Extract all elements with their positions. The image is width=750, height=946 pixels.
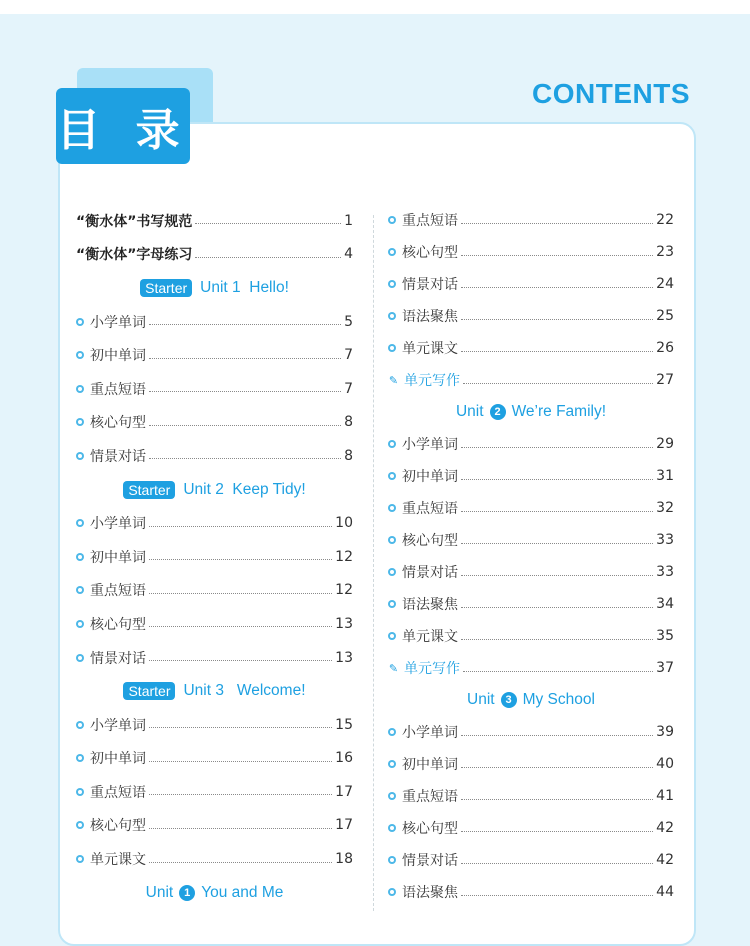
entry-label: 核心句型 [402,821,458,837]
dot-leader [461,543,653,544]
page-number: 26 [656,340,674,356]
unit-title: Unit 2 Keep Tidy! [183,480,306,498]
toc-entry[interactable] [76,338,353,372]
dot-leader [461,479,653,480]
page-number: 8 [344,414,353,431]
toc-entry[interactable] [388,812,674,844]
page-number: 25 [656,308,674,324]
unit-heading[interactable] [76,271,353,305]
entry-label: 核心句型 [90,616,146,633]
dot-leader [149,828,332,829]
toc-entry[interactable] [76,809,353,843]
entry-label: 重点短语 [402,501,458,517]
entry-label: 重点短语 [90,583,146,600]
dot-leader [461,287,653,288]
toc-entry[interactable] [388,844,674,876]
page-number: 1 [344,212,353,229]
page-number: 40 [656,756,674,772]
dot-leader [461,639,653,640]
starter-badge: Starter [140,279,192,297]
bullet-icon [76,788,84,796]
bullet-icon [76,385,84,393]
toc-entry[interactable] [76,842,353,876]
dot-leader [149,593,332,594]
bullet-icon [388,856,396,864]
dot-leader [149,794,332,795]
dot-leader [149,324,341,325]
dot-leader [149,526,332,527]
page-number: 44 [656,884,674,900]
unit-number-icon: 3 [501,692,517,708]
bullet-icon [76,654,84,662]
entry-label: 重点短语 [90,381,146,398]
entry-label: 小学单词 [90,717,146,734]
page-number: 13 [335,649,353,666]
bullet-icon [388,440,396,448]
toc-right-column [388,204,674,908]
bullet-icon [76,418,84,426]
dot-leader [149,425,341,426]
page-number: 41 [656,788,674,804]
unit-prefix: Unit [145,883,174,901]
dot-leader [461,767,653,768]
toc-entry[interactable] [76,775,353,809]
bullet-icon [76,754,84,762]
bullet-icon [76,318,84,326]
toc-entry[interactable] [388,268,674,300]
page-number: 32 [656,500,674,516]
entry-label: 初中单词 [90,751,146,768]
entry-label: 情景对话 [402,277,458,293]
dot-leader [461,735,653,736]
dot-leader [149,761,332,762]
entry-label: 语法聚焦 [402,597,458,613]
bullet-icon [388,216,396,224]
dot-leader [461,447,653,448]
starter-badge: Starter [123,682,175,700]
dot-leader [149,727,332,728]
dot-leader [463,383,653,384]
dot-leader [149,626,332,627]
entry-label: 情景对话 [90,448,146,465]
entry-label: 情景对话 [90,650,146,667]
dot-leader [461,895,653,896]
page-number: 35 [656,628,674,644]
entry-label: 语法聚焦 [402,885,458,901]
toc-entry[interactable] [388,780,674,812]
dot-leader [461,223,653,224]
dot-leader [461,319,653,320]
bullet-icon [76,620,84,628]
toc-entry[interactable] [76,506,353,540]
entry-label: 初中单词 [90,549,146,566]
bullet-icon [76,351,84,359]
dot-leader [461,863,653,864]
dot-leader [461,351,653,352]
dot-leader [461,575,653,576]
bullet-icon [76,721,84,729]
dot-leader [461,831,653,832]
entry-label: 单元课文 [402,629,458,645]
page-title: 目 录 [56,88,190,164]
unit-heading[interactable] [76,876,353,910]
toc-entry[interactable] [76,540,353,574]
page-number: 15 [335,716,353,733]
dot-leader [149,391,341,392]
dot-leader [149,458,341,459]
dot-leader [461,511,653,512]
toc-entry[interactable] [388,204,674,236]
bullet-icon [388,312,396,320]
toc-intro-entry[interactable] [76,204,353,238]
dot-leader [149,660,332,661]
toc-intro-entry[interactable] [76,238,353,272]
page-number: 18 [335,851,353,868]
toc-entry[interactable] [76,574,353,608]
pencil-icon: ✎ [388,661,399,675]
unit-title: Unit 3 Welcome! [183,682,306,700]
entry-label: “衡水体”书写规范 [76,213,193,230]
page-number: 16 [335,750,353,767]
dot-leader [461,255,653,256]
toc-entry[interactable] [76,708,353,742]
bullet-icon [388,728,396,736]
toc-entry[interactable] [76,439,353,473]
toc-entry[interactable] [388,876,674,908]
dot-leader [149,358,341,359]
dot-leader [463,671,653,672]
toc-entry[interactable] [388,460,674,492]
page-number: 12 [335,582,353,599]
entry-label: 情景对话 [402,853,458,869]
page-number: 31 [656,468,674,484]
page-number: 17 [335,817,353,834]
toc-entry[interactable] [76,406,353,440]
bullet-icon [76,855,84,863]
entry-label: “衡水体”字母练习 [76,247,193,264]
toc-entry[interactable] [388,524,674,556]
page-number: 7 [344,380,353,397]
toc-entry[interactable] [388,492,674,524]
column-divider [373,215,374,911]
entry-label: 核心句型 [90,415,146,432]
page-number: 33 [656,532,674,548]
toc-entry[interactable] [388,716,674,748]
unit-prefix: Unit [467,691,495,708]
bullet-icon [388,280,396,288]
unit-title: Unit 1 Hello! [200,278,289,296]
page-number: 8 [344,447,353,464]
page-number: 24 [656,276,674,292]
entry-label: 核心句型 [402,533,458,549]
page-number: 33 [656,564,674,580]
bullet-icon [388,568,396,576]
toc-entry[interactable] [388,332,674,364]
page-number: 42 [656,852,674,868]
top-strip [0,0,750,14]
entry-label: 初中单词 [90,348,146,365]
entry-label: 重点短语 [90,784,146,801]
bullet-icon [388,632,396,640]
bullet-icon [76,553,84,561]
toc-entry[interactable] [388,652,674,684]
page-number: 37 [656,660,674,676]
dot-leader [195,257,341,258]
bullet-icon [388,792,396,800]
page-number: 4 [344,246,353,263]
contents-heading: CONTENTS [532,78,690,109]
pencil-icon: ✎ [388,373,399,387]
toc-entry[interactable] [388,428,674,460]
entry-label: 单元写作 [404,661,460,677]
entry-label: 语法聚焦 [402,309,458,325]
dot-leader [149,559,332,560]
page-number: 12 [335,548,353,565]
page-number: 23 [656,244,674,260]
toc-entry[interactable] [388,300,674,332]
page-number: 17 [335,783,353,800]
bullet-icon [388,504,396,512]
page-number: 13 [335,615,353,632]
page-number: 10 [335,515,353,532]
entry-label: 情景对话 [402,565,458,581]
entry-label: 单元课文 [402,341,458,357]
bullet-icon [76,452,84,460]
page-number: 29 [656,436,674,452]
unit-title: We’re Family! [511,403,607,420]
dot-leader [461,607,653,608]
entry-label: 单元写作 [404,373,460,389]
page-number: 34 [656,596,674,612]
entry-label: 重点短语 [402,789,458,805]
toc-entry[interactable] [76,607,353,641]
toc-entry[interactable] [76,742,353,776]
toc-entry[interactable] [388,588,674,620]
bullet-icon [388,888,396,896]
entry-label: 核心句型 [90,818,146,835]
page-number: 39 [656,724,674,740]
bullet-icon [388,760,396,768]
bullet-icon [388,472,396,480]
bullet-icon [76,519,84,527]
unit-heading[interactable] [76,473,353,507]
bullet-icon [388,600,396,608]
page-number: 7 [344,347,353,364]
page-number: 42 [656,820,674,836]
unit-heading[interactable] [76,674,353,708]
bullet-icon [388,824,396,832]
bullet-icon [76,586,84,594]
starter-badge: Starter [123,481,175,499]
dot-leader [149,862,332,863]
entry-label: 单元课文 [90,852,146,869]
bullet-icon [388,536,396,544]
entry-label: 核心句型 [402,245,458,261]
toc-entry[interactable] [76,641,353,675]
entry-label: 初中单词 [402,757,458,773]
unit-number-icon: 1 [179,885,195,901]
toc-entry[interactable] [388,556,674,588]
dot-leader [195,223,341,224]
bullet-icon [76,821,84,829]
toc-left-column [76,204,353,909]
entry-label: 小学单词 [90,314,146,331]
dot-leader [461,799,653,800]
toc-entry[interactable] [388,236,674,268]
unit-heading[interactable] [388,684,674,716]
entry-label: 小学单词 [402,725,458,741]
unit-title: You and Me [201,883,284,901]
toc-entry[interactable] [388,364,674,396]
entry-label: 小学单词 [90,516,146,533]
page-number: 5 [344,313,353,330]
entry-label: 初中单词 [402,469,458,485]
unit-prefix: Unit [455,403,484,420]
toc-entry[interactable] [388,620,674,652]
unit-heading[interactable] [388,396,674,428]
toc-entry[interactable] [76,305,353,339]
unit-title: My School [522,691,595,708]
page-number: 27 [656,372,674,388]
entry-label: 重点短语 [402,213,458,229]
bullet-icon [388,344,396,352]
toc-entry[interactable] [388,748,674,780]
unit-number-icon: 2 [490,404,506,420]
entry-label: 小学单词 [402,437,458,453]
bullet-icon [388,248,396,256]
toc-entry[interactable] [76,372,353,406]
page-number: 22 [656,212,674,228]
